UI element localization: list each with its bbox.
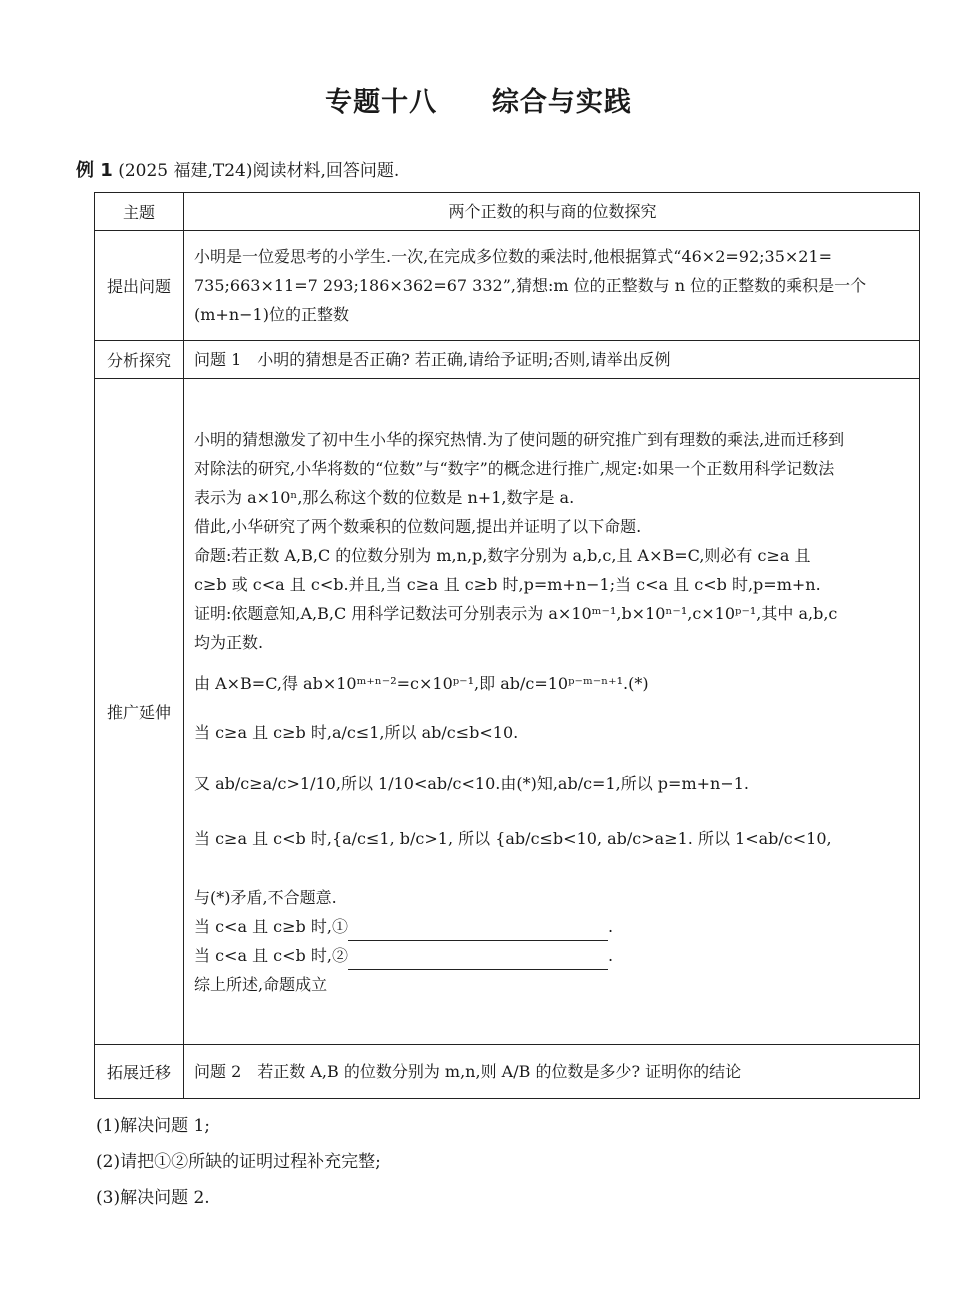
raise-line-1: 小明是一位爱思考的小学生.一次,在完成多位数的乘法时,他根据算式“46×2=92;35×21= <box>194 247 833 266</box>
row-label-extend: 推广延伸 <box>95 379 184 1045</box>
extend-eq4: 当 c≥a 且 c<b 时,{a/c≤1, b/c>1, 所以 {ab/c≤b<10, ab/c>a≥1. 所以 1<ab/c<10, <box>194 828 832 848</box>
row-label-analyze: 分析探究 <box>95 341 184 379</box>
page-title <box>0 80 957 119</box>
extend-p7: 证明:依题意知,A,B,C 用科学记数法可分别表示为 a×10ᵐ⁻¹,b×10ⁿ⁻¹,c×10ᵖ⁻¹,其中 a,b,c <box>194 603 838 623</box>
example-text: (2025 福建,T24)阅读材料,回答问题. <box>118 161 400 181</box>
blank-2-prompt: 当 c<a 且 c<b 时,② <box>194 945 348 965</box>
question-item: (2)请把①②所缺的证明过程补充完整; <box>96 1152 381 1172</box>
extend-eq1: 由 A×B=C,得 ab×10ᵐ⁺ⁿ⁻²=c×10ᵖ⁻¹,即 ab/c=10ᵖ⁻ᵐ⁻ⁿ⁺¹.(*) <box>194 673 649 693</box>
extend-blank-2: 当 c<a 且 c<b 时,② . <box>194 941 911 970</box>
table-row-extend <box>95 379 920 1045</box>
extend-p3: 表示为 a×10ⁿ,那么称这个数的位数是 n+1,数字是 a. <box>194 487 575 507</box>
table-row-transfer <box>95 1045 920 1099</box>
extend-p2: 对除法的研究,小华将数的“位数”与“数字”的概念进行推广,规定:如果一个正数用科学记数法 <box>194 458 835 478</box>
extend-eq3: 又 ab/c≥a/c>1/10,所以 1/10<ab/c<10.由(*)知,ab/c=1,所以 p=m+n−1. <box>194 773 750 793</box>
question-item: (3)解决问题 2. <box>96 1188 210 1208</box>
extend-p10: 综上所述,命题成立 <box>194 974 328 994</box>
row-content-extend <box>184 379 920 1045</box>
question-list <box>96 1108 381 1216</box>
row-content-analyze: 问题 1 小明的猜想是否正确? 若正确,请给予证明;否则,请举出反例 <box>184 341 920 379</box>
raise-line-3: (m+n−1)位的正整数 <box>194 305 349 324</box>
extend-p8: 均为正数. <box>194 632 264 652</box>
header-label: 主题 <box>95 193 184 231</box>
row-content-transfer: 问题 2 若正数 A,B 的位数分别为 m,n,则 A/B 的位数是多少? 证明你的结论 <box>184 1045 920 1099</box>
extend-p1: 小明的猜想激发了初中生小华的探究热情.为了使问题的研究推广到有理数的乘法,进而迁移到 <box>194 429 845 449</box>
extend-p4: 借此,小华研究了两个数乘积的位数问题,提出并证明了以下命题. <box>194 516 642 536</box>
example-label: 例 1 <box>76 160 113 181</box>
extend-p6: c≥b 或 c<a 且 c<b.并且,当 c≥a 且 c≥b 时,p=m+n−1;当 c<a 且 c<b 时,p=m+n. <box>194 574 821 594</box>
table-row-raise <box>95 231 920 341</box>
header-value: 两个正数的积与商的位数探究 <box>184 193 920 231</box>
blank-1-line[interactable] <box>348 922 608 941</box>
blank-2-line[interactable] <box>348 951 608 970</box>
extend-blank-1: 当 c<a 且 c≥b 时,① . <box>194 912 911 941</box>
table-row-header <box>95 193 920 231</box>
row-label-transfer: 拓展迁移 <box>95 1045 184 1099</box>
question-item: (1)解决问题 1; <box>96 1116 211 1136</box>
extend-p9: 与(*)矛盾,不合题意. <box>194 887 337 907</box>
raise-line-2: 735;663×11=7 293;186×362=67 332”,猜想:m 位的正整数与 n 位的正整数的乘积是一个 <box>194 276 867 295</box>
row-content-raise <box>184 231 920 341</box>
extend-eq2: 当 c≥a 且 c≥b 时,a/c≤1,所以 ab/c≤b<10. <box>194 722 519 742</box>
blank-1-prompt: 当 c<a 且 c≥b 时,① <box>194 916 348 936</box>
row-label-raise: 提出问题 <box>95 231 184 341</box>
material-table <box>94 192 920 1099</box>
title-topic-name: 综合与实践 <box>491 87 632 118</box>
title-topic-number: 专题十八 <box>325 87 438 118</box>
extend-p5: 命题:若正数 A,B,C 的位数分别为 m,n,p,数字分别为 a,b,c,且 A×B=C,则必有 c≥a 且 <box>194 545 811 565</box>
example-intro <box>76 156 399 182</box>
table-row-analyze <box>95 341 920 379</box>
